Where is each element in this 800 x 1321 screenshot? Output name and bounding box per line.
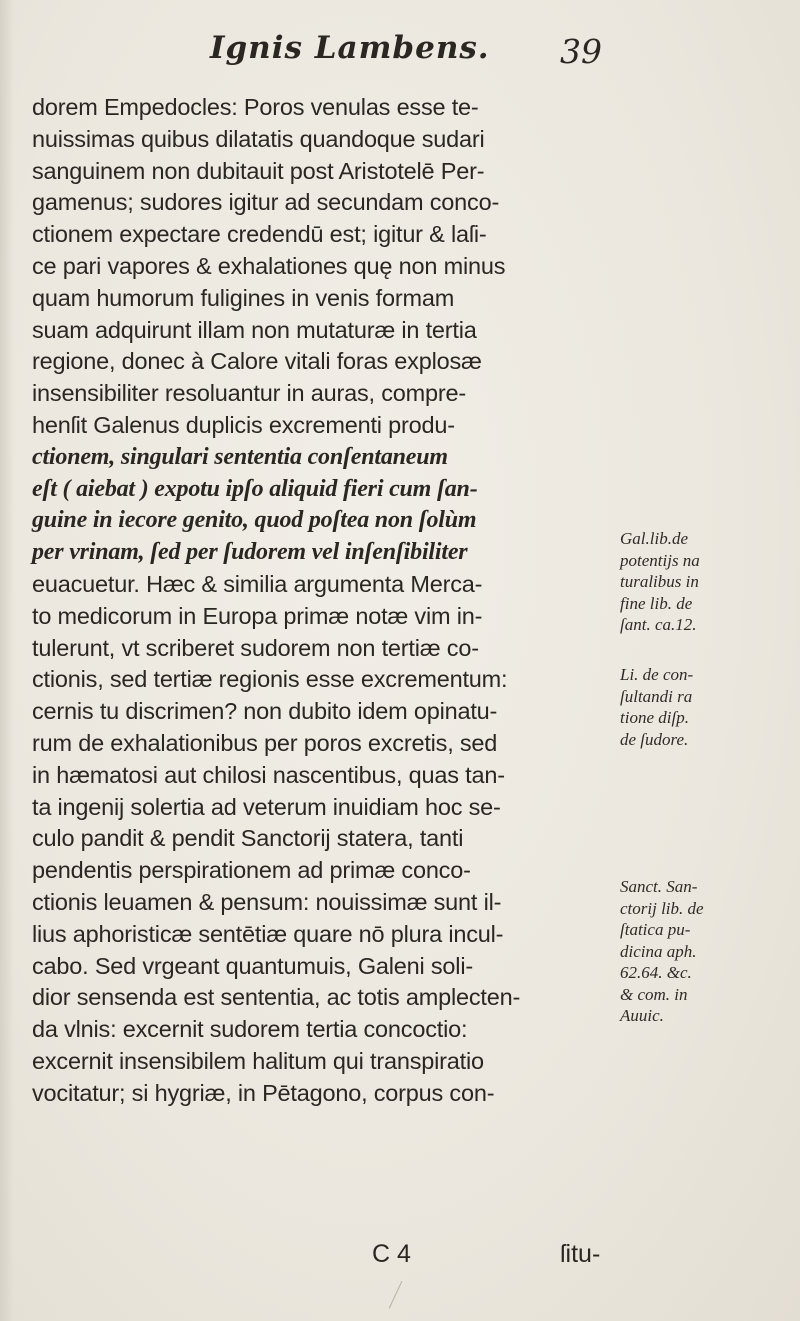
- text-line: regione, donec à Calore vitali foras explosæ: [32, 348, 482, 375]
- text-line: culo pandit & pendit Sanctorij statera, tanti: [32, 825, 464, 852]
- margin-note-line: & com. in: [620, 984, 688, 1004]
- text-line: quam humorum fuligines in venis formam: [32, 284, 455, 311]
- margin-note-line: ſultandi ra: [620, 686, 693, 706]
- text-line: insensibiliter resoluantur in auras, compre-: [32, 380, 466, 407]
- text-line: excernit insensibilem halitum qui transpiratio: [32, 1047, 484, 1074]
- text-line: ctionem, singulari sententia conſentaneum: [32, 443, 448, 470]
- margin-note-line: ſtatica pu-: [620, 920, 691, 939]
- text-line: in hæmatosi aut chilosi nascentibus, quas tan-: [32, 761, 505, 788]
- text-line: ctionis, sed tertiæ regionis esse excrementum:: [32, 666, 508, 693]
- text-line: sanguinem non dubitauit post Aristotelē Per-: [32, 157, 485, 184]
- margin-note-galen: [620, 528, 798, 636]
- margin-note-line: Gal.lib.de: [620, 529, 688, 548]
- text-line: gamenus; sudores igitur ad secundam conco-: [32, 189, 500, 216]
- text-line: rum de exhalationibus per poros excretis, sed: [32, 729, 498, 756]
- stray-mark: [389, 1281, 403, 1309]
- text-line: per vrinam, ſed per ſudorem vel inſenſibiliter: [32, 539, 468, 566]
- running-title: Ignis Lambens.: [210, 30, 490, 66]
- text-line: eſt ( aiebat ) expotu ipſo aliquid fieri cum ſan-: [32, 475, 478, 502]
- text-line: dior sensenda est sententia, ac totis amplecten-: [32, 984, 521, 1011]
- text-line: ce pari vapores & exhalationes quę non minus: [32, 252, 506, 279]
- page-number: 39: [560, 32, 602, 71]
- margin-note-line: ſant. ca.12.: [620, 615, 697, 634]
- catchword: ſitu-: [560, 1240, 601, 1268]
- signature-mark: C 4: [372, 1240, 411, 1268]
- margin-note-line: Sanct. San-: [620, 877, 698, 896]
- text-line: ta ingenij solertia ad veterum inuidiam hoc se-: [32, 793, 501, 820]
- margin-note-line: potentijs na: [620, 550, 700, 570]
- text-line: nuissimas quibus dilatatis quandoque sudari: [32, 125, 485, 152]
- text-line: pendentis perspirationem ad primæ conco-: [32, 857, 471, 884]
- text-line: cernis tu discrimen? non dubito idem opinatu-: [32, 698, 498, 725]
- margin-note-line: de ſudore.: [620, 729, 689, 749]
- margin-note-sanctorius: [620, 876, 798, 1027]
- text-line: lius aphoristicæ sentētiæ quare nō plura incul-: [32, 920, 504, 947]
- text-line: tulerunt, vt scriberet sudorem non tertiæ co-: [32, 634, 479, 661]
- margin-note-line: fine lib. de: [620, 593, 693, 613]
- text-line: vocitatur; si hygriæ, in Pētagono, corpus con-: [32, 1079, 495, 1106]
- margin-note-line: turalibus in: [620, 572, 699, 591]
- gutter-shadow: [0, 0, 14, 1321]
- margin-note-mercatus: [620, 664, 798, 750]
- text-line: da vlnis: excernit sudorem tertia concoctio:: [32, 1016, 468, 1043]
- margin-note-line: ctorij lib. de: [620, 898, 704, 918]
- main-text-block: [32, 92, 632, 1110]
- margin-note-line: 62.64. &c.: [620, 963, 692, 982]
- text-line: euacuetur. Hæc & similia argumenta Merca-: [32, 570, 483, 597]
- text-line: dorem Empedocles: Poros venulas esse te-: [32, 94, 479, 120]
- text-line: suam adquirunt illam non mutaturæ in tertia: [32, 316, 477, 343]
- margin-note-line: tione diſp.: [620, 708, 689, 727]
- text-line: ctionis leuamen & pensum: nouissimæ sunt il-: [32, 888, 502, 915]
- signature-line: [0, 1240, 800, 1280]
- text-line: guine in iecore genito, quod poſtea non ſolùm: [32, 507, 477, 534]
- margin-note-line: Li. de con-: [620, 665, 694, 684]
- text-line: cabo. Sed vrgeant quantumuis, Galeni soli-: [32, 952, 473, 979]
- text-line: henſit Galenus duplicis excrementi produ-: [32, 411, 455, 438]
- margin-note-line: dicina aph.: [620, 941, 697, 961]
- margin-note-line: Auuic.: [620, 1006, 664, 1025]
- text-line: to medicorum in Europa primæ notæ vim in-: [32, 602, 483, 629]
- running-head: [0, 30, 800, 80]
- text-line: ctionem expectare credendū est; igitur & laſi-: [32, 221, 487, 248]
